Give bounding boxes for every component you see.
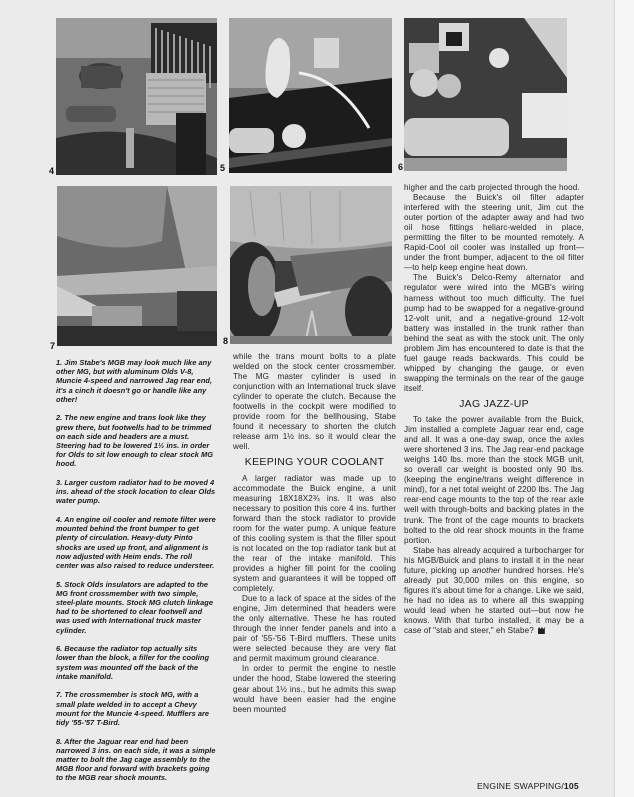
caption-6: 6. Because the radiator top actually sits lower than the block, a filler for the cooling system was mounted off the back of the intake manifold. xyxy=(56,644,210,681)
final-text-italic: another xyxy=(472,565,501,575)
final-text-part-1: Stabe has already acquired a turbocharger for his MGB/Buick and plans to install it in the near future, picking up xyxy=(404,545,584,575)
article-column-2 xyxy=(233,352,396,715)
underside-crossmember-image xyxy=(229,18,392,173)
photo-number-8: 8 xyxy=(223,336,229,346)
column2-lead-paragraph: while the trans mount bolts to a plate welded on the stock center crossmember. The MG master cylinder is used in conjunction with an International truck slave cylinder to operate the clutch. Because the footwells in the cockpit were modified to provide room for the bellhousing, Stabe found it necessary to shorten the clutch release arm 1½ ins. so it would clear the well. xyxy=(233,352,396,452)
caption-1: 1. Jim Stabe's MGB may look much like any other MG, but with aluminum Olds V-8, Muncie 4-speed and narrowed Jag rear end, it's a cinch it doesn't go or handle like any other! xyxy=(56,358,213,404)
caption-3: 3. Larger custom radiator had to be moved 4 ins. ahead of the stock location to clear Olds water pump. xyxy=(56,478,216,506)
page-folio xyxy=(477,781,579,791)
column2-paragraph: A larger radiator was made up to accommodate the Buick engine, a unit measuring 18X18X2¾ ins. It was also necessary to position this core 4 ins. further forward than the stock radiator to provide room for the water pump. A unique feature of this cooling system is that the filler spout is not located on the top radiator tank but at the rear of the intake manifold. This provides a higher fill point for the cooling system and guarantees it will be topped off completely. xyxy=(233,473,396,594)
page-number: 105 xyxy=(563,781,579,791)
engine-oil-cooler-image xyxy=(56,18,217,175)
end-of-article-icon xyxy=(538,627,545,634)
column2-paragraph: Due to a lack of space at the sides of the engine, Jim determined that headers were the only alternative. These he has routed through the inner fender panels and into a pair of '55-'56 T-Bird mufflers. These units were selected because they are very flat and permit maximum ground clearance. xyxy=(233,594,396,664)
photo-4 xyxy=(56,18,217,175)
photo-6 xyxy=(404,18,567,171)
caption-7: 7. The crossmember is stock MG, with a small plate welded in to accept a Chevy mount for the Muncie 4-speed. Mufflers are tidy '55-'57 T-Bird. xyxy=(56,690,210,728)
crossmember-mount-image xyxy=(57,186,217,346)
photo-number-4: 4 xyxy=(49,166,55,176)
photo-captions xyxy=(56,358,216,792)
photo-5 xyxy=(229,18,392,173)
photo-number-5: 5 xyxy=(220,163,226,173)
column3-paragraph: Because the Buick's oil filter adapter interfered with the steering unit, Jim cut the outer portion of the adapter away and had two oil hose fittings heliarc-welded in place, permitting the filter to be mounted remotely. A Rapid-Cool oil cooler was installed up front—under the front bumper, adjacent to the oil filter—to help keep engine heat down. xyxy=(404,193,584,273)
heading-keeping-your-coolant: KEEPING YOUR COOLANT xyxy=(244,456,385,469)
photo-number-6: 6 xyxy=(398,162,404,172)
photo-8 xyxy=(230,186,392,344)
section-name: ENGINE SWAPPING/ xyxy=(477,781,564,791)
column3-lead-paragraph: higher and the carb projected through the hood. xyxy=(404,183,580,192)
photo-number-7: 7 xyxy=(50,341,56,351)
article-column-3 xyxy=(404,183,584,636)
column3-paragraph: To take the power available from the Buick, Jim installed a complete Jaguar rear end, cage and all. It was a one-day swap, once the axles were shortened 3 ins. The Jag rear-end package weighs 140 lbs. more than the stock MGB unit, so overall car weight is boosted only 90 lbs. (keeping the engine/trans weight difference in mind), for a net total weight of 2200 lbs. The Jag rear-end cage mounts to the top of the rear axle well with through-bolts and backing plates in the trunk. The front of the cage mounts to brackets bolted to the old rear shock mounts in the frame portion. xyxy=(404,415,584,545)
caption-5: 5. Stock Olds insulators are adapted to the MG front crossmember with two simple, steel-plate mounts. Stock MG clutch linkage had to be shortened to clear footwell and was used with International truck master cylinder. xyxy=(56,579,213,635)
column3-final-paragraph xyxy=(404,546,584,636)
caption-2: 2. The new engine and trans look like they grew there, but footwells had to be trimmed on each side and headers are a must. Steering had to be lowered 1½ ins. in order for Olds to sit low enough to clear stock MG hood. xyxy=(56,413,214,469)
column2-paragraph: In order to permit the engine to nestle under the hood, Stabe lowered the steering gear about 1½ ins., but he admits this swap would have been easier had the engine been mounted xyxy=(233,664,396,714)
final-text-part-2: hundred horses. He's already put 30,000 miles on this engine, so figures it's about time for a change. Like we said, he had no idea as to where all this swapping would lead when he started out—but now he knows. With that turbo installed, it may be a case of "stab and steer," eh Stabe? xyxy=(404,565,584,636)
photo-7 xyxy=(57,186,217,346)
engine-carburetor-image xyxy=(404,18,567,171)
column3-paragraph: The Buick's Delco-Remy alternator and regulator were wired into the MGB's wiring harness without too much difficulty. The fuel pump had to be swapped for a negative-ground 12-volt unit, and a negative-ground 12-volt battery was installed in the trunk rather than behind the seat as with the stock unit. The only problem Jim has encountered to date is that the fuel gauge reads backwards. This could be whipped by changing the gauge, or even swapping the terminals on the rear of the gauge itself. xyxy=(404,273,584,393)
heading-jag-jazz-up: JAG JAZZ-UP xyxy=(459,397,529,410)
caption-4: 4. An engine oil cooler and remote filter were mounted behind the front bumper to get plenty of circulation. Heavy-duty Pinto shocks are used up front, and alignment is now adjusted with Heim ends. The roll center was also raised to reduce understeer. xyxy=(56,515,216,571)
rear-end-cage-image xyxy=(230,186,392,344)
caption-8: 8. After the Jaguar rear end had been narrowed 3 ins. on each side, it was a simple matter to bolt the Jag cage assembly to the MGB floor and forward with brackets going to the MGB rear shock mounts. xyxy=(56,736,216,783)
